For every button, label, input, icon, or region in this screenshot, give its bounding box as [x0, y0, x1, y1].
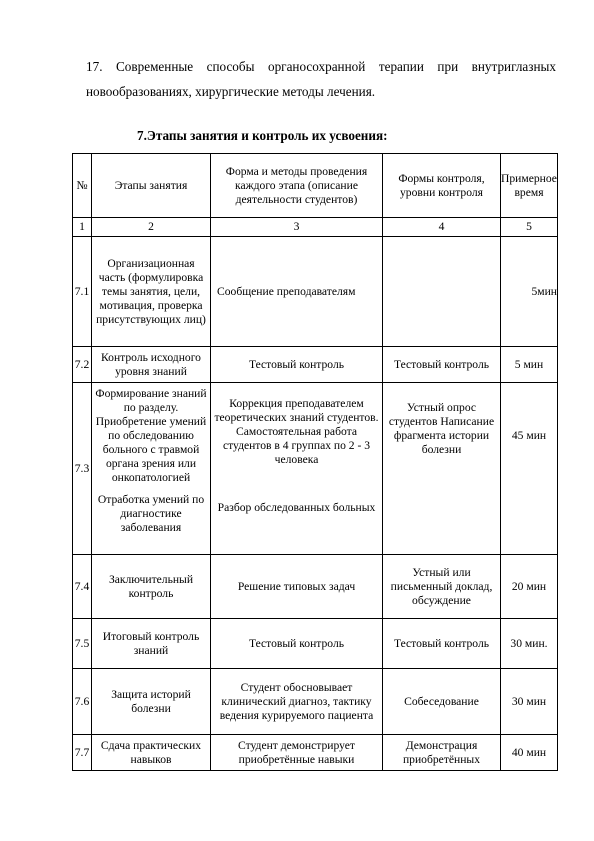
table-row [73, 237, 558, 347]
row-time: 5 мин [501, 347, 558, 383]
table-row [73, 669, 558, 735]
row-stage: Контроль исходного уровня знаний [92, 347, 211, 383]
section-heading: 7.Этапы занятия и контроль их усвоения: [137, 128, 388, 143]
row-method: Тестовый контроль [211, 347, 383, 383]
row-number: 7.6 [73, 669, 92, 735]
row-stage: Организационная часть (формулировка темы занятия, цели, мотивация, проверка присутствующих лиц) [92, 237, 211, 347]
column-number-row [73, 218, 558, 237]
column-number: 3 [211, 218, 383, 237]
row-number: 7.5 [73, 619, 92, 669]
intro-paragraph [86, 54, 556, 104]
row-time: 40 мин [501, 735, 558, 771]
row-stage-part-b: Отработка умений по диагностике заболевания [97, 493, 205, 534]
row-time: 20 мин [501, 555, 558, 619]
table-row [73, 735, 558, 771]
row-method: Решение типовых задач [211, 555, 383, 619]
intro-line-2: новообразованиях, хирургические методы лечения. [86, 84, 376, 99]
row-number: 7.3 [73, 383, 92, 555]
table-row [73, 555, 558, 619]
row-method: Студент демонстрирует приобретённые навыки [211, 735, 383, 771]
row-stage: Сдача практических навыков [92, 735, 211, 771]
table-row [73, 347, 558, 383]
row-number: 7.7 [73, 735, 92, 771]
row-control: Демонстрация приобретённых [383, 735, 501, 771]
row-time: 45 мин [501, 383, 558, 555]
row-control: Тестовый контроль [383, 347, 501, 383]
row-method: Тестовый контроль [211, 619, 383, 669]
row-number: 7.4 [73, 555, 92, 619]
row-control [383, 237, 501, 347]
header-time: Примерное время [501, 154, 558, 218]
row-method: Студент обосновывает клинический диагноз, тактику ведения курируемого пациента [211, 669, 383, 735]
row-time: 30 мин. [501, 619, 558, 669]
row-stage: Защита историй болезни [92, 669, 211, 735]
row-stage: Заключительный контроль [92, 555, 211, 619]
column-number: 5 [501, 218, 558, 237]
lesson-stages-table [72, 153, 558, 771]
row-method [211, 383, 383, 555]
column-number: 4 [383, 218, 501, 237]
column-number: 1 [73, 218, 92, 237]
header-method: Форма и методы проведения каждого этапа (описание деятельности студентов) [211, 154, 383, 218]
row-time: 5мин [501, 237, 558, 347]
intro-line-1: 17. Современные способы органосохранной терапии при внутриглазных [86, 59, 556, 74]
row-control: Устный или письменный доклад, обсуждение [383, 555, 501, 619]
header-stage: Этапы занятия [92, 154, 211, 218]
row-control: Тестовый контроль [383, 619, 501, 669]
row-stage-part-a: Формирование знаний по разделу. Приобретение умений по обследованию больного с травмой органа зрения или онкопатологией [95, 387, 207, 484]
row-method-part-b: Разбор обследованных больных [217, 501, 376, 514]
row-stage: Итоговый контроль знаний [92, 619, 211, 669]
column-number: 2 [92, 218, 211, 237]
row-stage [92, 383, 211, 555]
table-row [73, 383, 558, 555]
row-control: Устный опрос студентов Написание фрагмента истории болезни [383, 383, 501, 555]
table-row [73, 619, 558, 669]
row-time: 30 мин [501, 669, 558, 735]
header-control: Формы контроля, уровни контроля [383, 154, 501, 218]
table-header-row [73, 154, 558, 218]
row-control: Собеседование [383, 669, 501, 735]
row-number: 7.1 [73, 237, 92, 347]
row-number: 7.2 [73, 347, 92, 383]
header-number: № [73, 154, 92, 218]
row-method-part-a: Коррекция преподавателем теоретических знаний студентов. Самостоятельная работа студентов в 4 группах по 2 - 3 человека [214, 397, 379, 466]
row-method: Сообщение преподавателям [211, 237, 383, 347]
